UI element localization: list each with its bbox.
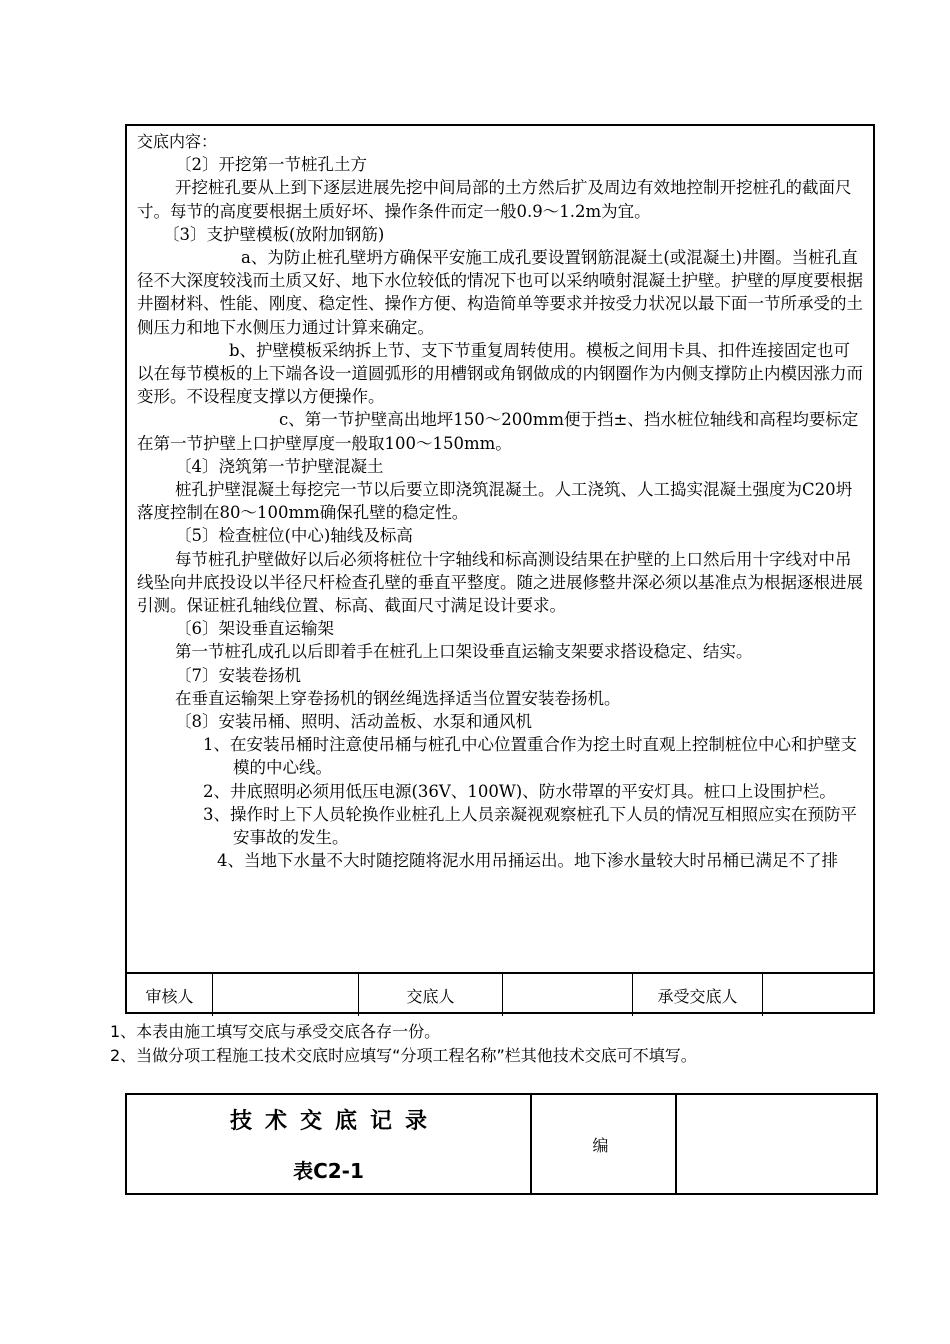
paragraph: 在垂直运输架上穿卷扬机的钢丝绳选择适当位置安装卷扬机。 bbox=[175, 688, 621, 708]
reviewer-label: 审核人 bbox=[127, 974, 213, 1016]
receiver-label: 承受交底人 bbox=[633, 974, 763, 1016]
note-item: 2、当做分项工程施工技术交底时应填写“分项工程名称”栏其他技术交底可不填写。 bbox=[110, 1046, 697, 1065]
disclosure-content-box bbox=[125, 124, 875, 1014]
presenter-field[interactable] bbox=[503, 974, 633, 1016]
presenter-label: 交底人 bbox=[359, 974, 503, 1016]
form-notes bbox=[110, 1020, 810, 1068]
reviewer-field[interactable] bbox=[213, 974, 359, 1016]
paragraph: a、为防止桩孔壁坍方确保平安施工成孔要设置钢筋混凝土(或混凝土)井圈。当桩孔直径不大深度较浅而土质又好、地下水位较低的情况下也可以采纳喷射混凝土护壁。护壁的厚度要根据井圈材料、性能、刚度、稳定性、操作方便、构造简单等要求并按受力状况以最下面一节所承受的土侧压力和地下水侧压力通过计算来确定。 bbox=[137, 248, 863, 337]
numbered-item: 3、操作时上下人员轮换作业桩孔上人员亲凝视观察桩孔下人员的情况互相照应实在预防平安事故的发生。 bbox=[203, 804, 857, 848]
section-heading: 〔5〕检查桩位(中心)轴线及标高 bbox=[175, 526, 413, 546]
paragraph: 第一节桩孔成孔以后即着手在桩孔上口架设垂直运输支架要求搭设稳定、结实。 bbox=[175, 642, 753, 662]
disclosure-content bbox=[137, 130, 865, 873]
receiver-field[interactable] bbox=[763, 974, 873, 1016]
section-heading: 〔6〕架设垂直运输架 bbox=[175, 619, 334, 639]
paragraph: 每节桩孔护壁做好以后必须将桩位十字轴线和标高测设结果在护壁的上口然后用十字线对中吊线坠向井底投设以半径尺杆检查孔壁的垂直平整度。随之进展修整井深必须以基准点为根据逐根进展引测。保证桩孔轴线位置、标高、截面尺寸满足设计要求。 bbox=[137, 549, 863, 616]
paragraph: b、护壁模板采纳拆上节、支下节重复周转使用。模板之间用卡具、扣件连接固定也可以在每节模板的上下端各设一道圆弧形的用槽钢或角钢做成的内钢圈作为内侧支撑防止内模因涨力而变形。不设程度支撑以方便操作。 bbox=[137, 340, 863, 407]
numbered-item: 2、井底照明必须用低压电源(36V、100W)、防水带罩的平安灯具。桩口上设围护栏。 bbox=[203, 781, 836, 801]
section-heading: 〔3〕支护壁模板(放附加钢筋) bbox=[163, 224, 385, 244]
form-title: 技术交底记录 bbox=[229, 1109, 440, 1134]
section-heading: 〔4〕浇筑第一节护壁混凝土 bbox=[175, 456, 384, 476]
paragraph: c、第一节护壁高出地坪150～200mm便于挡±、挡水桩位轴线和高程均要标定在第一节护壁上口护壁厚度一般取100～150mm。 bbox=[137, 410, 859, 453]
table-code: 表C2-1 bbox=[293, 1159, 364, 1183]
paragraph: 桩孔护壁混凝土每挖完一节以后要立即浇筑混凝土。人工浇筑、人工捣实混凝土强度为C20坍落度控制在80～100mm确保孔壁的稳定性。 bbox=[137, 480, 853, 523]
section-heading: 〔8〕安装吊桶、照明、活动盖板、水泵和通风机 bbox=[175, 712, 532, 732]
numbered-item: 1、在安装吊桶时注意使吊桶与桩孔中心位置重合作为挖土时直观上控制桩位中心和护壁支模的中心线。 bbox=[203, 735, 857, 778]
section-heading: 〔2〕开挖第一节桩孔土方 bbox=[175, 155, 367, 175]
content-heading: 交底内容： bbox=[137, 132, 218, 151]
signature-row bbox=[127, 972, 873, 1016]
form-header bbox=[125, 1093, 878, 1195]
numbered-item: 4、当地下水量不大时随挖随将泥水用吊捅运出。地下渗水量较大时吊桶已满足不了排 bbox=[217, 851, 838, 871]
number-field[interactable] bbox=[677, 1095, 876, 1193]
form-title-cell bbox=[127, 1095, 532, 1193]
note-item: 1、本表由施工填写交底与承受交底各存一份。 bbox=[110, 1022, 441, 1041]
number-label: 编 bbox=[532, 1095, 677, 1193]
paragraph: 开挖桩孔要从上到下逐层进展先挖中间局部的土方然后扩及周边有效地控制开挖桩孔的截面尺寸。每节的高度要根据土质好坏、操作条件而定一般0.9～1.2m为宜。 bbox=[137, 178, 852, 221]
section-heading: 〔7〕安装卷扬机 bbox=[175, 665, 301, 685]
